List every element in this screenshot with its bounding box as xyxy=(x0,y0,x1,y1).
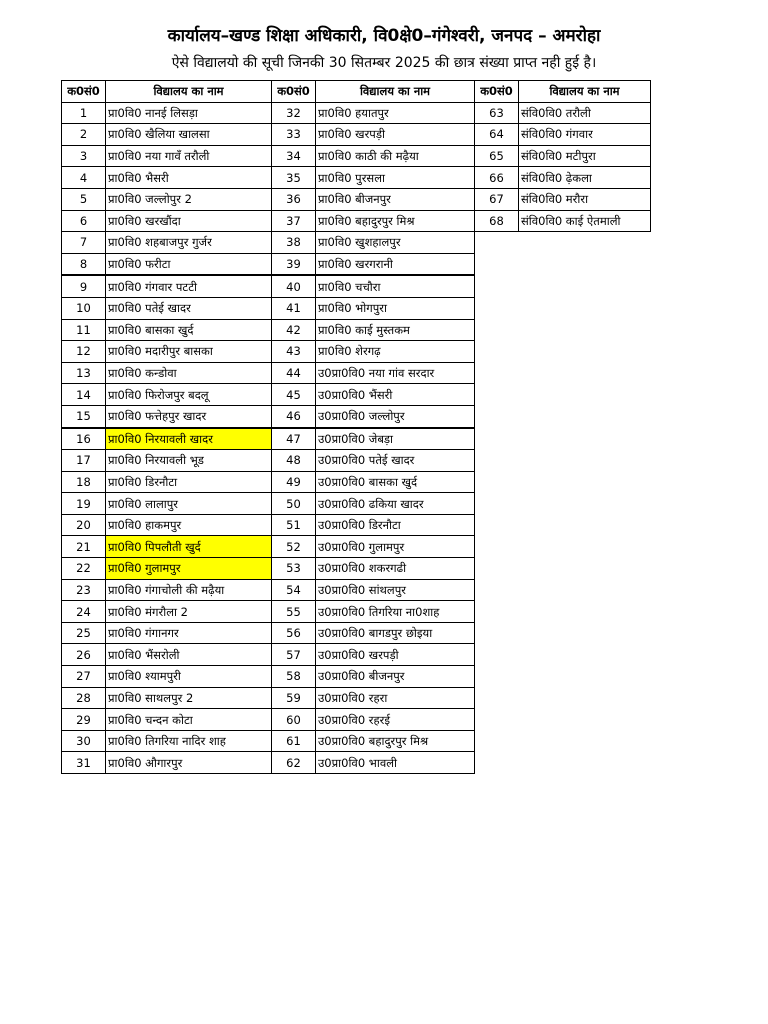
serial-number-cell: 48 xyxy=(272,450,316,472)
page-title: कार्यालय–खण्ड शिक्षा अधिकारी, वि0क्षे0–गंगेश्वरी, जनपद – अमरोहा xyxy=(167,26,601,46)
school-name-cell: उ0प्रा0वि0 ढकिया खादर xyxy=(316,493,475,515)
table-row xyxy=(62,341,272,363)
serial-number-cell: 36 xyxy=(272,188,316,210)
serial-number-cell: 20 xyxy=(62,514,106,536)
school-name-cell: प्रा0वि0 नया गावँ तरौली xyxy=(106,145,272,167)
serial-number-cell: 15 xyxy=(62,405,106,427)
table-row xyxy=(62,709,272,731)
serial-number-cell: 16 xyxy=(62,428,106,450)
school-name-cell: उ0प्रा0वि0 तिगरिया ना0शाह xyxy=(316,601,475,623)
table-row xyxy=(62,405,272,427)
table-row xyxy=(272,471,475,493)
school-name-cell: प्रा0वि0 जल्लोपुर 2 xyxy=(106,188,272,210)
serial-number-cell: 30 xyxy=(62,730,106,752)
serial-number-cell: 59 xyxy=(272,687,316,709)
school-name-cell: प्रा0वि0 फत्तेहपुर खादर xyxy=(106,405,272,427)
serial-number-cell: 52 xyxy=(272,536,316,558)
serial-number-cell: 17 xyxy=(62,450,106,472)
table-row xyxy=(272,752,475,774)
table-row xyxy=(272,275,475,297)
serial-number-cell: 21 xyxy=(62,536,106,558)
serial-number-cell: 14 xyxy=(62,384,106,406)
school-name-cell: उ0प्रा0वि0 भावली xyxy=(316,752,475,774)
school-name-cell: उ0प्रा0वि0 पतेई खादर xyxy=(316,450,475,472)
school-name-cell: संवि0वि0 तरौली xyxy=(519,102,651,124)
table-row xyxy=(272,362,475,384)
table-row xyxy=(272,536,475,558)
table-row xyxy=(62,644,272,666)
table-row xyxy=(62,210,272,232)
school-name-cell: प्रा0वि0 कन्डोवा xyxy=(106,362,272,384)
school-name-cell: प्रा0वि0 मंगरौला 2 xyxy=(106,601,272,623)
school-name-cell: प्रा0वि0 काठी की मढ़ैया xyxy=(316,145,475,167)
school-name-cell: उ0प्रा0वि0 जल्लोपुर xyxy=(316,405,475,427)
school-name-cell: उ0प्रा0वि0 रहरा xyxy=(316,687,475,709)
table-row xyxy=(62,536,272,558)
school-name-header: विद्यालय का नाम xyxy=(106,81,272,103)
school-name-cell: प्रा0वि0 खरखौंदा xyxy=(106,210,272,232)
serial-number-cell: 18 xyxy=(62,471,106,493)
school-name-cell: प्रा0वि0 शेरगढ़ xyxy=(316,341,475,363)
school-name-cell: प्रा0वि0 निरयावली खादर xyxy=(106,428,272,450)
school-name-cell: उ0प्रा0वि0 बीजनपुर xyxy=(316,666,475,688)
serial-number-cell: 37 xyxy=(272,210,316,232)
school-name-cell: संवि0वि0 मटीपुरा xyxy=(519,145,651,167)
school-name-cell: प्रा0वि0 हाकमपुर xyxy=(106,514,272,536)
table-row xyxy=(272,145,475,167)
table-row xyxy=(475,124,651,146)
school-list-table-3 xyxy=(474,80,651,232)
table-row xyxy=(272,210,475,232)
table-row xyxy=(475,167,651,189)
school-list-table-1 xyxy=(61,80,272,774)
table-row xyxy=(62,558,272,580)
serial-number-cell: 47 xyxy=(272,428,316,450)
serial-number-cell: 23 xyxy=(62,579,106,601)
school-name-cell: प्रा0वि0 पतेई खादर xyxy=(106,297,272,319)
school-name-cell: प्रा0वि0 खैलिया खालसा xyxy=(106,124,272,146)
table-row xyxy=(62,514,272,536)
serial-number-cell: 5 xyxy=(62,188,106,210)
school-name-cell: प्रा0वि0 नानई लिसड़ा xyxy=(106,102,272,124)
school-name-cell: प्रा0वि0 मदारीपुर बासका xyxy=(106,341,272,363)
serial-number-cell: 4 xyxy=(62,167,106,189)
table-row xyxy=(272,384,475,406)
school-name-cell: संवि0वि0 काई ऐतमाली xyxy=(519,210,651,232)
table-row xyxy=(62,601,272,623)
serial-number-cell: 58 xyxy=(272,666,316,688)
serial-number-cell: 56 xyxy=(272,622,316,644)
serial-number-cell: 1 xyxy=(62,102,106,124)
table-row xyxy=(62,319,272,341)
table-row xyxy=(62,232,272,254)
serial-number-cell: 38 xyxy=(272,232,316,254)
serial-number-cell: 41 xyxy=(272,297,316,319)
serial-number-cell: 55 xyxy=(272,601,316,623)
table-row xyxy=(272,297,475,319)
serial-number-cell: 2 xyxy=(62,124,106,146)
table-row xyxy=(62,275,272,297)
serial-number-cell: 29 xyxy=(62,709,106,731)
table-row xyxy=(272,188,475,210)
page-subtitle: ऐसे विद्यालयो की सूची जिनकी 30 सितम्बर 2025 की छात्र संख्या प्राप्त नही हुई है। xyxy=(171,55,597,71)
school-name-header: विद्यालय का नाम xyxy=(519,81,651,103)
school-name-cell: प्रा0वि0 बासका खुर्द xyxy=(106,319,272,341)
serial-number-cell: 51 xyxy=(272,514,316,536)
table-row xyxy=(272,319,475,341)
table-row xyxy=(62,471,272,493)
serial-number-cell: 22 xyxy=(62,558,106,580)
serial-number-cell: 64 xyxy=(475,124,519,146)
serial-number-cell: 19 xyxy=(62,493,106,515)
serial-number-cell: 43 xyxy=(272,341,316,363)
school-name-cell: प्रा0वि0 भैसरी xyxy=(106,167,272,189)
school-name-cell: संवि0वि0 गंगवार xyxy=(519,124,651,146)
table-row xyxy=(272,450,475,472)
table-row xyxy=(272,232,475,254)
serial-number-cell: 39 xyxy=(272,253,316,275)
table-row xyxy=(62,124,272,146)
serial-number-cell: 57 xyxy=(272,644,316,666)
school-name-cell: उ0प्रा0वि0 रहरई xyxy=(316,709,475,731)
serial-number-cell: 54 xyxy=(272,579,316,601)
table-row xyxy=(272,687,475,709)
table-row xyxy=(272,579,475,601)
table-row xyxy=(62,687,272,709)
school-name-cell: प्रा0वि0 औगारपुर xyxy=(106,752,272,774)
table-row xyxy=(272,341,475,363)
school-name-cell: संवि0वि0 मरौरा xyxy=(519,188,651,210)
serial-number-cell: 46 xyxy=(272,405,316,427)
table-row xyxy=(272,124,475,146)
school-name-cell: प्रा0वि0 फरीटा xyxy=(106,253,272,275)
serial-number-cell: 26 xyxy=(62,644,106,666)
serial-number-cell: 12 xyxy=(62,341,106,363)
serial-number-cell: 33 xyxy=(272,124,316,146)
school-name-cell: प्रा0वि0 पिपलौती खुर्द xyxy=(106,536,272,558)
school-list-table-2 xyxy=(271,80,475,774)
serial-number-cell: 60 xyxy=(272,709,316,731)
table-row xyxy=(272,102,475,124)
table-row xyxy=(62,493,272,515)
serial-number-cell: 68 xyxy=(475,210,519,232)
serial-number-cell: 8 xyxy=(62,253,106,275)
serial-number-cell: 24 xyxy=(62,601,106,623)
table-row xyxy=(62,188,272,210)
serial-number-cell: 32 xyxy=(272,102,316,124)
table-row xyxy=(272,253,475,275)
school-name-cell: प्रा0वि0 लालापुर xyxy=(106,493,272,515)
school-name-cell: प्रा0वि0 चन्दन कोटा xyxy=(106,709,272,731)
school-name-cell: प्रा0वि0 गंगवार पटटी xyxy=(106,275,272,297)
serial-header: क0सं0 xyxy=(62,81,106,103)
serial-number-cell: 13 xyxy=(62,362,106,384)
table-row xyxy=(62,384,272,406)
table-row xyxy=(272,558,475,580)
serial-number-cell: 31 xyxy=(62,752,106,774)
table-row xyxy=(62,145,272,167)
school-name-cell: उ0प्रा0वि0 शकरगढी xyxy=(316,558,475,580)
school-name-cell: प्रा0वि0 शहबाजपुर गुर्जर xyxy=(106,232,272,254)
serial-number-cell: 25 xyxy=(62,622,106,644)
serial-number-cell: 66 xyxy=(475,167,519,189)
school-name-cell: प्रा0वि0 डिरनौटा xyxy=(106,471,272,493)
school-name-cell: प्रा0वि0 काई मुस्तकम xyxy=(316,319,475,341)
school-name-cell: प्रा0वि0 तिगरिया नादिर शाह xyxy=(106,730,272,752)
school-name-cell: प्रा0वि0 बहादुरपुर मिश्र xyxy=(316,210,475,232)
table-row xyxy=(62,666,272,688)
table-row xyxy=(62,450,272,472)
school-name-cell: प्रा0वि0 गुलामपुर xyxy=(106,558,272,580)
school-name-cell: प्रा0वि0 फिरोजपुर बदलू xyxy=(106,384,272,406)
school-name-cell: प्रा0वि0 भैंसरोली xyxy=(106,644,272,666)
serial-number-cell: 44 xyxy=(272,362,316,384)
serial-number-cell: 11 xyxy=(62,319,106,341)
table-row xyxy=(272,405,475,427)
school-name-cell: उ0प्रा0वि0 नया गांव सरदार xyxy=(316,362,475,384)
serial-number-cell: 61 xyxy=(272,730,316,752)
table-row xyxy=(272,167,475,189)
table-row xyxy=(272,601,475,623)
table-row xyxy=(62,253,272,275)
school-name-cell: उ0प्रा0वि0 बासका खुर्द xyxy=(316,471,475,493)
school-name-cell: प्रा0वि0 श्यामपुरी xyxy=(106,666,272,688)
serial-number-cell: 28 xyxy=(62,687,106,709)
serial-number-cell: 67 xyxy=(475,188,519,210)
table-row xyxy=(475,188,651,210)
table-row xyxy=(272,709,475,731)
table-row xyxy=(62,752,272,774)
school-name-cell: प्रा0वि0 भोगपुरा xyxy=(316,297,475,319)
school-name-cell: प्रा0वि0 हयातपुर xyxy=(316,102,475,124)
serial-number-cell: 42 xyxy=(272,319,316,341)
table-row xyxy=(272,428,475,450)
serial-number-cell: 40 xyxy=(272,275,316,297)
school-name-cell: प्रा0वि0 खरगरानी xyxy=(316,253,475,275)
school-name-header: विद्यालय का नाम xyxy=(316,81,475,103)
table-row xyxy=(272,493,475,515)
school-name-cell: उ0प्रा0वि0 सांथलपुर xyxy=(316,579,475,601)
serial-number-cell: 62 xyxy=(272,752,316,774)
serial-number-cell: 27 xyxy=(62,666,106,688)
school-name-cell: उ0प्रा0वि0 बागडपुर छोइया xyxy=(316,622,475,644)
serial-number-cell: 3 xyxy=(62,145,106,167)
school-name-cell: उ0प्रा0वि0 डिरनौटा xyxy=(316,514,475,536)
school-name-cell: उ0प्रा0वि0 गुलामपुर xyxy=(316,536,475,558)
table-row xyxy=(475,210,651,232)
serial-number-cell: 53 xyxy=(272,558,316,580)
table-row xyxy=(475,102,651,124)
serial-number-cell: 49 xyxy=(272,471,316,493)
school-name-cell: प्रा0वि0 गंगाचोली की मढ़ैया xyxy=(106,579,272,601)
table-row xyxy=(272,514,475,536)
table-row xyxy=(62,622,272,644)
school-name-cell: प्रा0वि0 खुशहालपुर xyxy=(316,232,475,254)
table-row xyxy=(272,622,475,644)
serial-number-cell: 35 xyxy=(272,167,316,189)
school-name-cell: प्रा0वि0 बीजनपुर xyxy=(316,188,475,210)
school-name-cell: उ0प्रा0वि0 भैंसरी xyxy=(316,384,475,406)
school-name-cell: प्रा0वि0 निरयावली भूड xyxy=(106,450,272,472)
table-row xyxy=(272,730,475,752)
school-name-cell: प्रा0वि0 चचौरा xyxy=(316,275,475,297)
school-name-cell: उ0प्रा0वि0 बहादुरपुर मिश्र xyxy=(316,730,475,752)
table-row xyxy=(62,428,272,450)
table-row xyxy=(62,362,272,384)
serial-header: क0सं0 xyxy=(272,81,316,103)
serial-number-cell: 65 xyxy=(475,145,519,167)
serial-number-cell: 10 xyxy=(62,297,106,319)
serial-number-cell: 7 xyxy=(62,232,106,254)
school-name-cell: उ0प्रा0वि0 जेबड़ा xyxy=(316,428,475,450)
school-name-cell: प्रा0वि0 खरपड़ी xyxy=(316,124,475,146)
serial-header: क0सं0 xyxy=(475,81,519,103)
school-name-cell: प्रा0वि0 साथलपुर 2 xyxy=(106,687,272,709)
serial-number-cell: 6 xyxy=(62,210,106,232)
school-name-cell: उ0प्रा0वि0 खरपड़ी xyxy=(316,644,475,666)
serial-number-cell: 50 xyxy=(272,493,316,515)
serial-number-cell: 9 xyxy=(62,275,106,297)
table-row xyxy=(62,102,272,124)
table-row xyxy=(272,666,475,688)
serial-number-cell: 34 xyxy=(272,145,316,167)
table-row xyxy=(272,644,475,666)
table-row xyxy=(475,145,651,167)
table-row xyxy=(62,579,272,601)
school-name-cell: प्रा0वि0 गंगानगर xyxy=(106,622,272,644)
serial-number-cell: 45 xyxy=(272,384,316,406)
school-name-cell: प्रा0वि0 पुरसला xyxy=(316,167,475,189)
table-row xyxy=(62,167,272,189)
table-row xyxy=(62,297,272,319)
school-name-cell: संवि0वि0 ढ़ेकला xyxy=(519,167,651,189)
serial-number-cell: 63 xyxy=(475,102,519,124)
table-row xyxy=(62,730,272,752)
